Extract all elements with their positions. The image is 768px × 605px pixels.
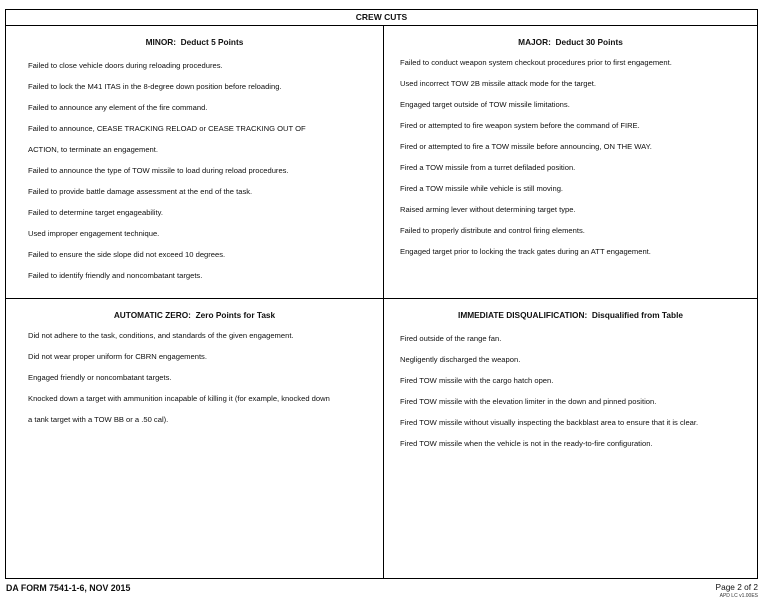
list-item: Engaged target outside of TOW missile limitations. (400, 100, 570, 109)
list-item: Failed to lock the M41 ITAS in the 8-degree down position before reloading. (28, 82, 282, 91)
footer-page-info (716, 582, 758, 599)
list-item: Did not adhere to the task, conditions, and standards of the given engagement. (28, 331, 294, 340)
list-item: Failed to properly distribute and control firing elements. (400, 226, 585, 235)
section-minor-label: MINOR: (145, 37, 177, 47)
list-item: Used improper engagement technique. (28, 229, 160, 238)
list-item: a tank target with a TOW BB or a .50 cal). (28, 415, 169, 424)
section-major-list (384, 52, 757, 262)
list-item: Fired TOW missile with the cargo hatch open. (400, 376, 554, 385)
list-item: Fired or attempted to fire weapon system before the command of FIRE. (400, 121, 640, 130)
list-item: Fired TOW missile when the vehicle is not in the ready-to-fire configuration. (400, 439, 653, 448)
sections-grid (6, 26, 757, 578)
form-id: DA FORM 7541-1-6, NOV 2015 (6, 583, 131, 593)
list-item: Failed to determine target engageability. (28, 208, 163, 217)
list-item: Fired outside of the range fan. (400, 334, 502, 343)
section-minor (6, 26, 383, 298)
section-major-title (384, 37, 757, 47)
section-automatic-zero (6, 299, 383, 579)
crew-cuts-form (5, 9, 758, 579)
list-item: Failed to identify friendly and noncombatant targets. (28, 271, 203, 280)
list-item: Engaged friendly or noncombatant targets. (28, 373, 172, 382)
list-item: Raised arming lever without determining target type. (400, 205, 576, 214)
section-immediate-disqualification-title (384, 310, 757, 320)
section-immediate-disqualification (384, 299, 757, 579)
list-item: Negligently discharged the weapon. (400, 355, 521, 364)
list-item: Failed to announce, CEASE TRACKING RELOAD or CEASE TRACKING OUT OF (28, 124, 306, 133)
list-item: ACTION, to terminate an engagement. (28, 145, 159, 154)
list-item: Failed to provide battle damage assessment at the end of the task. (28, 187, 253, 196)
list-item: Used incorrect TOW 2B missile attack mode for the target. (400, 79, 596, 88)
list-item: Failed to announce any element of the fire command. (28, 103, 208, 112)
list-item: Failed to ensure the side slope did not exceed 10 degrees. (28, 250, 226, 259)
page-number: Page 2 of 2 (715, 582, 758, 592)
section-major-subtitle: Deduct 30 Points (555, 37, 623, 47)
list-item: Fired a TOW missile from a turret defiladed position. (400, 163, 576, 172)
section-minor-list (6, 55, 383, 286)
section-automatic-zero-subtitle: Zero Points for Task (195, 310, 276, 320)
section-major (384, 26, 757, 298)
list-item: Fired TOW missile with the elevation limiter in the down and pinned position. (400, 397, 657, 406)
list-item: Failed to announce the type of TOW missile to load during reload procedures. (28, 166, 289, 175)
section-automatic-zero-label: AUTOMATIC ZERO: (113, 310, 191, 320)
version-label: APD LC v1.00ES (719, 593, 758, 599)
section-immediate-disqualification-list (384, 328, 757, 454)
list-item: Fired or attempted to fire a TOW missile before announcing, ON THE WAY. (400, 142, 652, 151)
section-minor-subtitle: Deduct 5 Points (180, 37, 244, 47)
list-item: Knocked down a target with ammunition incapable of killing it (for example, knocked down (28, 394, 330, 403)
section-immediate-disqualification-label: IMMEDIATE DISQUALIFICATION: (458, 310, 588, 320)
section-minor-title (6, 37, 383, 47)
list-item: Fired a TOW missile while vehicle is still moving. (400, 184, 564, 193)
list-item: Engaged target prior to locking the track gates during an ATT engagement. (400, 247, 651, 256)
list-item: Did not wear proper uniform for CBRN engagements. (28, 352, 207, 361)
list-item: Failed to conduct weapon system checkout procedures prior to first engagement. (400, 58, 672, 67)
section-immediate-disqualification-subtitle: Disqualified from Table (591, 310, 683, 320)
section-major-label: MAJOR: (518, 37, 551, 47)
section-automatic-zero-title (6, 310, 383, 320)
list-item: Failed to close vehicle doors during reloading procedures. (28, 61, 223, 70)
section-automatic-zero-list (6, 325, 383, 430)
form-title: CREW CUTS (6, 10, 757, 26)
list-item: Fired TOW missile without visually inspecting the backblast area to ensure that it is clear. (400, 418, 699, 427)
